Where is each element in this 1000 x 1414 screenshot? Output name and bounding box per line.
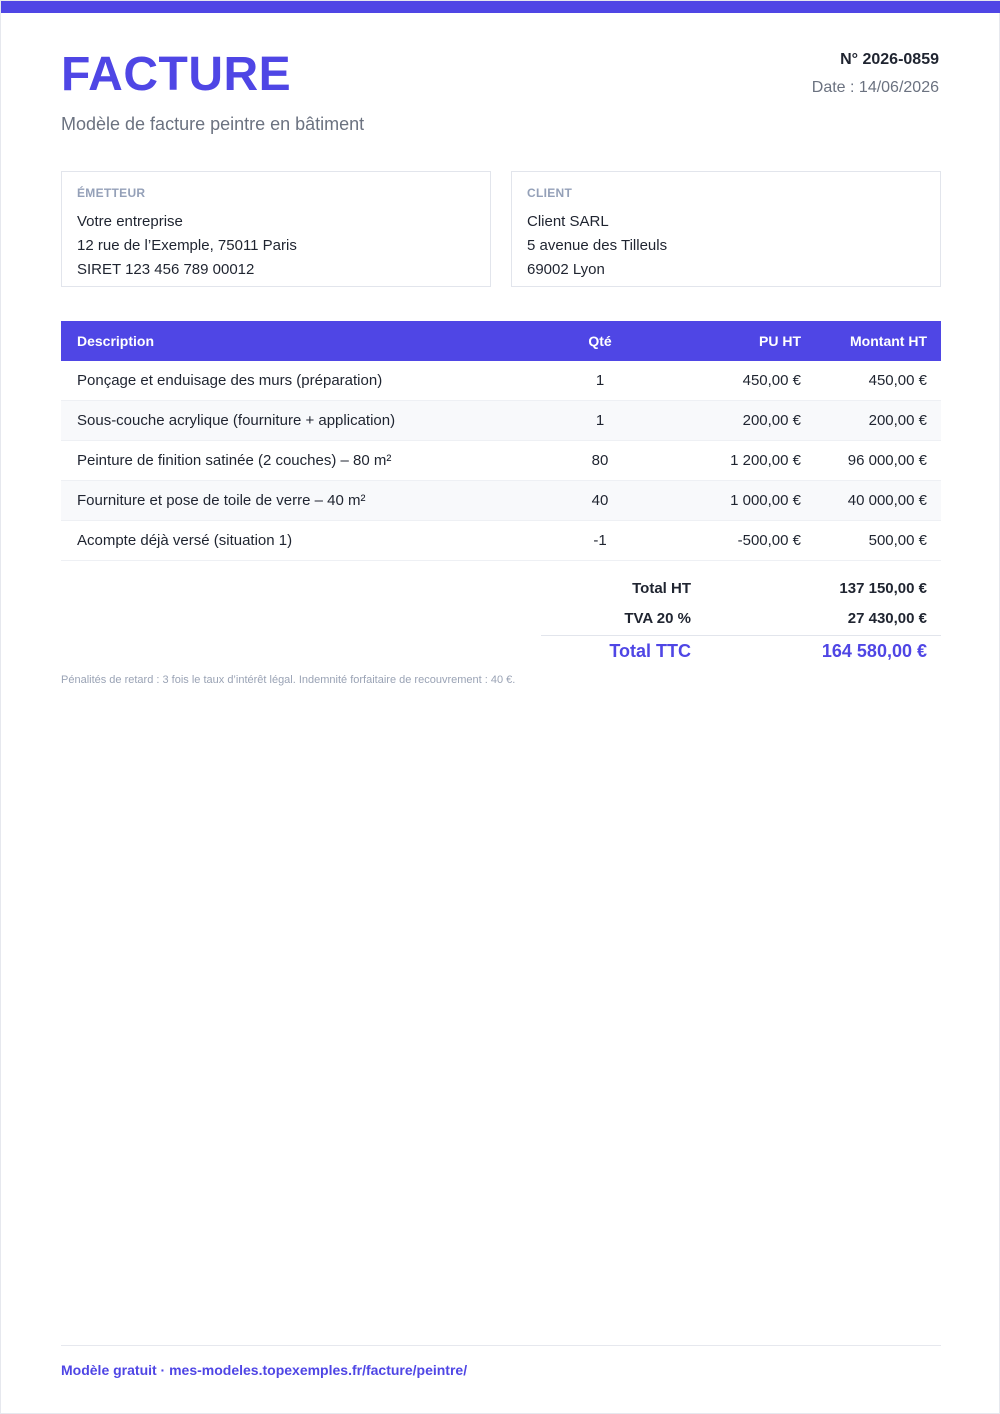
invoice-number: N° 2026-0859 (840, 51, 939, 68)
row-description: Peinture de finition satinée (2 couches) – 80 m² (77, 452, 392, 469)
footer-link[interactable]: Modèle gratuit · mes-modeles.topexemples.fr/facture/peintre/ (61, 1362, 468, 1378)
row-unit-price: 200,00 € (742, 412, 801, 429)
invoice-subtitle: Modèle de facture peintre en bâtiment (61, 114, 365, 134)
accent-bar (1, 1, 1000, 13)
client-line: 5 avenue des Tilleuls (527, 237, 668, 254)
issuer-box (61, 171, 491, 287)
client-label: CLIENT (527, 186, 573, 200)
client-line: 69002 Lyon (527, 261, 605, 278)
row-qty: 1 (595, 412, 605, 429)
row-qty: 80 (591, 452, 609, 469)
client-line: Client SARL (527, 213, 609, 230)
total-ttc-row (541, 635, 941, 667)
issuer-line: 12 rue de l’Exemple, 75011 Paris (77, 237, 297, 254)
tva-row (541, 603, 941, 633)
row-description: Sous-couche acrylique (fourniture + application) (77, 412, 396, 429)
row-amount: 200,00 € (868, 412, 927, 429)
row-amount: 450,00 € (868, 372, 927, 389)
row-qty: 1 (595, 372, 605, 389)
total-ttc-label: Total TTC (609, 641, 691, 661)
table-row (61, 481, 941, 521)
row-amount: 500,00 € (868, 532, 927, 549)
table-row (61, 441, 941, 481)
row-description: Acompte déjà versé (situation 1) (77, 532, 293, 549)
row-unit-price: 450,00 € (742, 372, 801, 389)
table-row (61, 361, 941, 401)
row-unit-price: 1 000,00 € (730, 492, 801, 509)
invoice-title: FACTURE (61, 48, 292, 101)
row-description: Ponçage et enduisage des murs (préparation) (77, 372, 383, 389)
total-ht-row (541, 573, 941, 603)
totals-block (541, 573, 941, 667)
row-qty: 40 (591, 492, 609, 509)
invoice-date: Date : 14/06/2026 (811, 79, 939, 96)
row-qty: -1 (593, 532, 607, 549)
total-ht-value: 137 150,00 € (839, 579, 927, 597)
issuer-label: ÉMETTEUR (77, 186, 146, 200)
header-unit-price: PU HT (759, 333, 801, 349)
tva-value: 27 430,00 € (847, 609, 927, 627)
row-description: Fourniture et pose de toile de verre – 40 m² (77, 492, 366, 509)
row-amount: 40 000,00 € (847, 492, 927, 509)
total-ht-label: Total HT (632, 579, 691, 597)
issuer-line: Votre entreprise (77, 213, 183, 230)
table-row (61, 401, 941, 441)
table-row (61, 521, 941, 561)
late-penalty-note: Pénalités de retard : 3 fois le taux d’intérêt légal. Indemnité forfaitaire de recouvrement : 40 €. (61, 674, 516, 686)
items-table (61, 321, 941, 561)
row-unit-price: -500,00 € (737, 532, 801, 549)
header-amount: Montant HT (850, 333, 927, 349)
issuer-line: SIRET 123 456 789 00012 (77, 261, 255, 278)
header-qty: Qté (588, 333, 612, 349)
client-box (511, 171, 941, 287)
total-ttc-value: 164 580,00 € (821, 641, 927, 661)
header-description: Description (77, 333, 155, 349)
row-amount: 96 000,00 € (847, 452, 927, 469)
table-header (61, 321, 941, 361)
row-unit-price: 1 200,00 € (730, 452, 801, 469)
footer-divider (61, 1345, 941, 1346)
tva-label: TVA 20 % (624, 609, 691, 627)
